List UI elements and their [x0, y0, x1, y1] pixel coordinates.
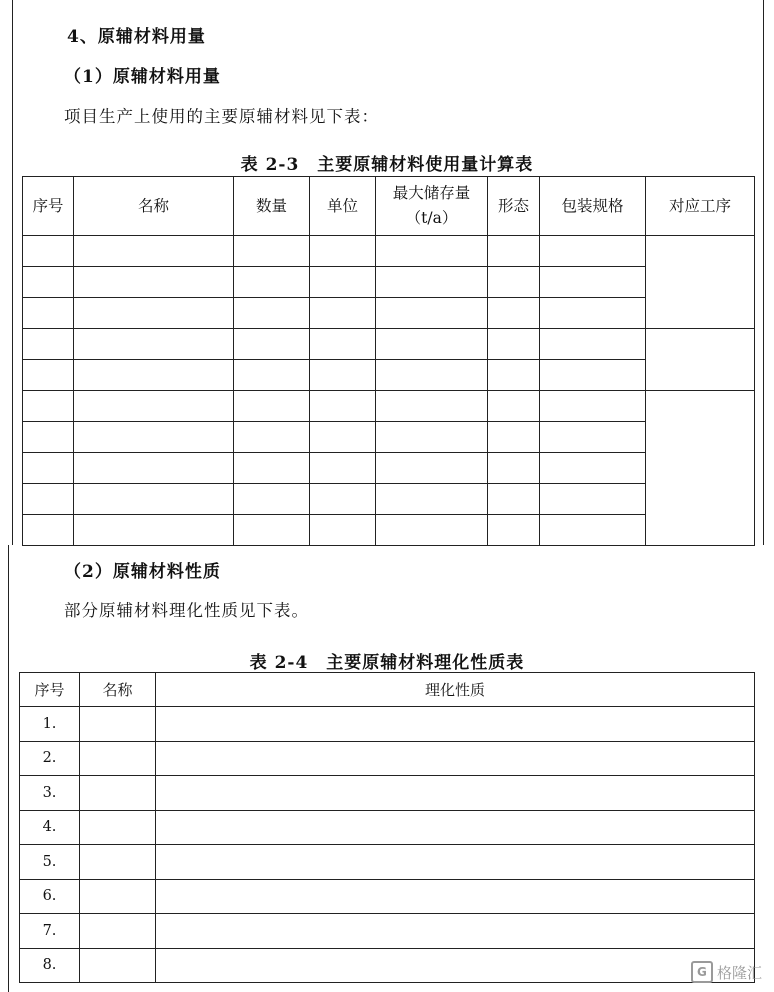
- table-cell: [310, 236, 376, 267]
- table-cell: [540, 267, 646, 298]
- table-cell: [74, 515, 234, 546]
- table-cell: [310, 422, 376, 453]
- table-cell: [156, 810, 755, 845]
- table-row: [23, 391, 755, 422]
- watermark: [691, 960, 762, 984]
- table-cell: [74, 298, 234, 329]
- table-row: [20, 776, 755, 811]
- table-cell: [540, 515, 646, 546]
- subsection-heading-1: （1）原辅材料用量: [64, 67, 221, 87]
- section-heading: 4、原辅材料用量: [67, 27, 206, 47]
- table-row: [23, 236, 755, 267]
- table-cell: [23, 267, 74, 298]
- table-cell: [23, 360, 74, 391]
- table-cell: [376, 453, 488, 484]
- table-cell: [74, 391, 234, 422]
- table-row: [23, 484, 755, 515]
- paragraph-1: 项目生产上使用的主要原辅材料见下表：: [64, 107, 379, 126]
- table-cell: [376, 267, 488, 298]
- paragraph-2: 部分原辅材料理化性质见下表。: [64, 601, 309, 620]
- table-row: [20, 914, 755, 949]
- table-cell: [234, 484, 310, 515]
- table-cell: [488, 515, 540, 546]
- table-cell: [488, 298, 540, 329]
- table-cell: [74, 236, 234, 267]
- table-cell: [310, 391, 376, 422]
- max-storage-label: 最大储存量: [392, 184, 471, 203]
- col-header-index: 序号: [20, 673, 80, 707]
- table-cell: [376, 391, 488, 422]
- table-row: [20, 879, 755, 914]
- table1-header-row: [23, 177, 755, 236]
- table-cell: [234, 267, 310, 298]
- table-cell: [376, 329, 488, 360]
- row-index: 1.: [20, 707, 80, 742]
- table-cell: [156, 741, 755, 776]
- table-cell-process: [646, 236, 755, 329]
- table-cell: [234, 453, 310, 484]
- gelonghui-logo-icon: G: [691, 961, 713, 983]
- table-cell: [376, 515, 488, 546]
- table-row: [23, 515, 755, 546]
- table-cell: [74, 329, 234, 360]
- table-cell: [488, 484, 540, 515]
- table-cell: [80, 776, 156, 811]
- table-cell: [540, 453, 646, 484]
- row-index: 6.: [20, 879, 80, 914]
- table-row: [23, 267, 755, 298]
- table-cell: [540, 484, 646, 515]
- table-cell: [80, 707, 156, 742]
- table-cell: [234, 329, 310, 360]
- table-cell: [156, 776, 755, 811]
- col-header-properties: 理化性质: [156, 673, 755, 707]
- table-cell: [234, 515, 310, 546]
- table-cell: [488, 360, 540, 391]
- table1-caption: 表 2-3 主要原辅材料使用量计算表: [240, 155, 534, 175]
- table-cell: [80, 741, 156, 776]
- row-index: 5.: [20, 845, 80, 880]
- table-cell-process: [646, 329, 755, 391]
- table-cell: [80, 845, 156, 880]
- table-cell: [23, 329, 74, 360]
- table2-caption: 表 2-4 主要原辅材料理化性质表: [249, 653, 525, 673]
- table-cell: [23, 298, 74, 329]
- table-cell: [310, 298, 376, 329]
- table-cell: [376, 298, 488, 329]
- table-cell: [23, 484, 74, 515]
- table2-header-row: [20, 673, 755, 707]
- table-cell: [310, 484, 376, 515]
- table-cell: [310, 515, 376, 546]
- col-header-unit: 单位: [310, 177, 376, 236]
- table-cell: [234, 360, 310, 391]
- table-row: [23, 329, 755, 360]
- table-cell: [23, 422, 74, 453]
- table-cell: [488, 329, 540, 360]
- table-cell: [488, 391, 540, 422]
- table-cell: [234, 298, 310, 329]
- table-cell: [540, 236, 646, 267]
- table-cell: [74, 422, 234, 453]
- table-cell: [74, 453, 234, 484]
- table-cell: [156, 948, 755, 983]
- max-storage-unit: （t/a）: [405, 209, 458, 227]
- table-cell: [540, 360, 646, 391]
- table-row: [20, 707, 755, 742]
- table-row: [20, 845, 755, 880]
- table-cell: [540, 329, 646, 360]
- table-row: [20, 810, 755, 845]
- col-header-process: 对应工序: [646, 177, 755, 236]
- row-index: 8.: [20, 948, 80, 983]
- table-cell: [376, 360, 488, 391]
- table-cell: [80, 810, 156, 845]
- table-cell: [376, 422, 488, 453]
- table-cell: [80, 879, 156, 914]
- table-cell: [23, 236, 74, 267]
- table-cell: [23, 391, 74, 422]
- table-cell: [540, 391, 646, 422]
- table-cell: [310, 329, 376, 360]
- col-header-name: 名称: [74, 177, 234, 236]
- row-index: 4.: [20, 810, 80, 845]
- table-cell: [376, 236, 488, 267]
- table-cell: [488, 236, 540, 267]
- table-cell: [234, 391, 310, 422]
- table-cell: [488, 453, 540, 484]
- materials-properties-table: [19, 672, 755, 983]
- table-cell-process: [646, 391, 755, 546]
- table-cell: [80, 948, 156, 983]
- row-index: 3.: [20, 776, 80, 811]
- row-index: 7.: [20, 914, 80, 949]
- table-cell: [156, 707, 755, 742]
- col-header-quantity: 数量: [234, 177, 310, 236]
- table-cell: [488, 422, 540, 453]
- table-cell: [74, 484, 234, 515]
- table-row: [23, 422, 755, 453]
- table-row: [20, 948, 755, 983]
- table-cell: [310, 453, 376, 484]
- table-cell: [376, 484, 488, 515]
- col-header-packaging: 包装规格: [540, 177, 646, 236]
- subsection-heading-2: （2）原辅材料性质: [64, 562, 221, 582]
- table-cell: [156, 845, 755, 880]
- table-cell: [74, 360, 234, 391]
- table-cell: [310, 267, 376, 298]
- table-row: [20, 741, 755, 776]
- table-cell: [156, 879, 755, 914]
- table-cell: [156, 914, 755, 949]
- table-cell: [310, 360, 376, 391]
- col-header-index: 序号: [23, 177, 74, 236]
- col-header-name: 名称: [80, 673, 156, 707]
- table-cell: [80, 914, 156, 949]
- table-cell: [23, 453, 74, 484]
- row-index: 2.: [20, 741, 80, 776]
- table-cell: [23, 515, 74, 546]
- watermark-text: 格隆汇: [716, 963, 762, 982]
- table-row: [23, 298, 755, 329]
- materials-usage-table: [22, 176, 755, 546]
- table-row: [23, 453, 755, 484]
- col-header-form: 形态: [488, 177, 540, 236]
- col-header-max-storage: [376, 177, 488, 236]
- table-cell: [540, 422, 646, 453]
- table-cell: [74, 267, 234, 298]
- table-cell: [540, 298, 646, 329]
- table-cell: [234, 422, 310, 453]
- table-cell: [234, 236, 310, 267]
- table-row: [23, 360, 755, 391]
- table-cell: [488, 267, 540, 298]
